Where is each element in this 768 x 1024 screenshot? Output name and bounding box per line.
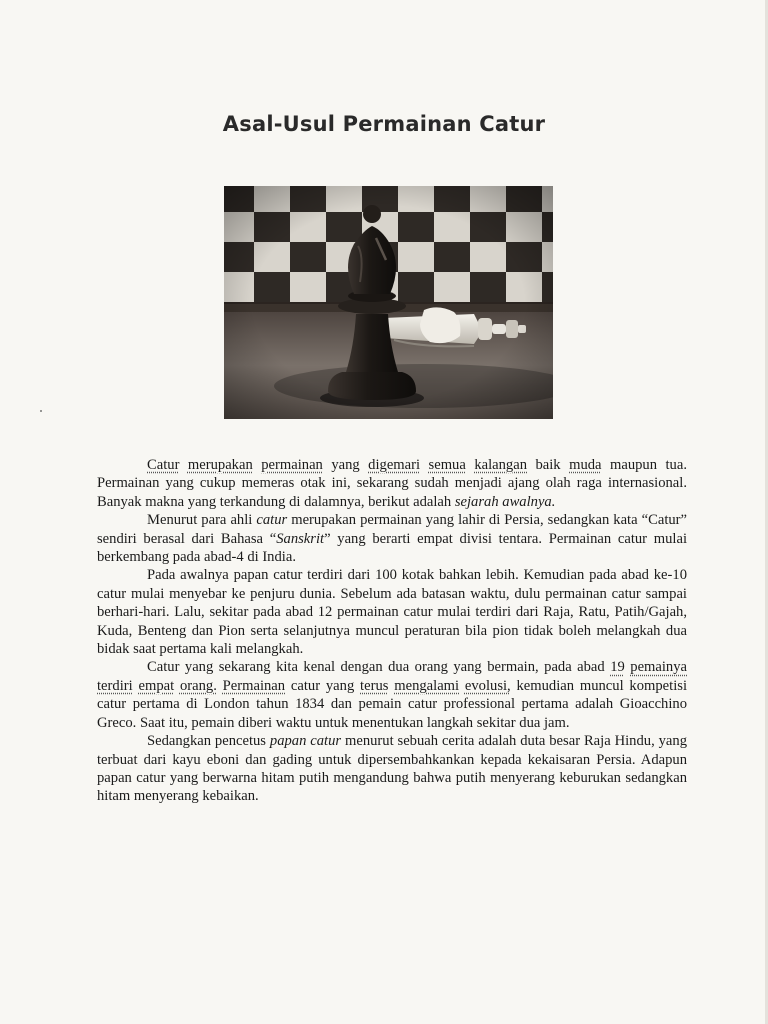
underlined-word: empat <box>138 677 175 694</box>
italic-text: Sanskrit <box>276 530 325 547</box>
paragraph-text: catur yang <box>285 677 361 694</box>
scan-speck <box>40 410 42 412</box>
document-title: Asal-Usul Permainan Catur <box>222 112 546 136</box>
underlined-word: mengalami <box>394 677 460 694</box>
paragraph-text: maupun tua. Permainan yang cukup memeras otak ini, sekarang sudah menjadi ajang olah raga internasional. Banyak makna yang terkandung di dalamnya, berikut adalah <box>97 457 687 510</box>
italic-text: sejarah awalnya. <box>454 493 556 510</box>
paragraph-text: Catur yang sekarang kita kenal dengan dua orang yang bermain, pada abad <box>147 659 611 676</box>
paragraph-text: Sedangkan pencetus <box>147 733 270 750</box>
underlined-word: kalangan <box>474 457 527 473</box>
italic-text: catur <box>256 512 288 529</box>
paragraph-text: merupakan permainan yang lahir di Persia, sedangkan kata “Catur” sendiri berasal dari Bahasa “ <box>97 512 688 547</box>
paragraph-text: menurut sebuah cerita adalah duta besar Raja Hindu, yang terbuat dari kayu eboni dan gading untuk dipersembahkankan kepada kekaisaran Persia. Adapun papan catur yang berwarna hitam putih mengandung bahwa putih menyerang keburukan sedangkan hitam menyerang kebaikan. <box>97 733 687 805</box>
underlined-word: Catur <box>147 457 180 473</box>
article-paragraph <box>97 658 687 732</box>
underlined-word: semua <box>428 457 466 473</box>
underlined-word: muda <box>569 457 602 473</box>
underlined-word: 19 <box>610 659 625 676</box>
article-paragraph <box>97 511 687 566</box>
chess-photo <box>224 186 553 419</box>
paragraph-text <box>253 457 261 473</box>
italic-text: papan catur <box>269 733 342 750</box>
paragraph-text: yang <box>322 457 369 473</box>
paragraph-text: kemudian muncul kompetisi catur pertama di London tahun 1834 dan pemain catur professional pertama adalah Gioacchino Greco. Saat itu, pemain diberi waktu untuk menentukan langkah sekitar dua jam. <box>97 677 687 731</box>
paragraph-text <box>179 457 187 473</box>
article-paragraph <box>97 456 687 511</box>
paragraph-text: ” yang berarti empat divisi tentara. Permainan catur mulai berkembang pada abad-4 di India. <box>97 530 687 566</box>
paragraph-text <box>420 457 428 473</box>
underlined-word: terus <box>360 677 389 694</box>
paragraph-text: Pada awalnya papan catur terdiri dari 100 kotak bahkan lebih. Kemudian pada abad ke-10 catur mulai menyebar ke penjuru dunia. Sebelum ada batasan waktu, dulu permainan catur sampai berhari-hari. Lalu, sekitar pada abad 12 permainan catur mulai terdiri dari Raja, Ratu, Patih/Gajah, Kuda, Benteng dan Pion serta selanjutnya muncul peraturan bila pion tidak boleh melangkah dua bidak saat pertama kali melangkah. <box>97 567 687 658</box>
underlined-word: merupakan <box>187 457 253 473</box>
underlined-word: terdiri <box>97 677 133 694</box>
paragraph-text: baik <box>527 457 570 473</box>
paragraph-text: Menurut para ahli <box>147 512 257 529</box>
underlined-word: orang. <box>179 677 217 694</box>
article-body <box>97 456 687 806</box>
underlined-word: Permainan <box>222 677 286 694</box>
underlined-word: permainan <box>261 457 323 473</box>
article-paragraph <box>97 566 687 658</box>
underlined-word: digemari <box>368 457 421 473</box>
chess-bishop-and-fallen-king-photo <box>224 186 553 419</box>
underlined-word: evolusi, <box>464 677 511 694</box>
underlined-word: pemainya <box>630 659 687 676</box>
article-paragraph <box>97 732 687 806</box>
